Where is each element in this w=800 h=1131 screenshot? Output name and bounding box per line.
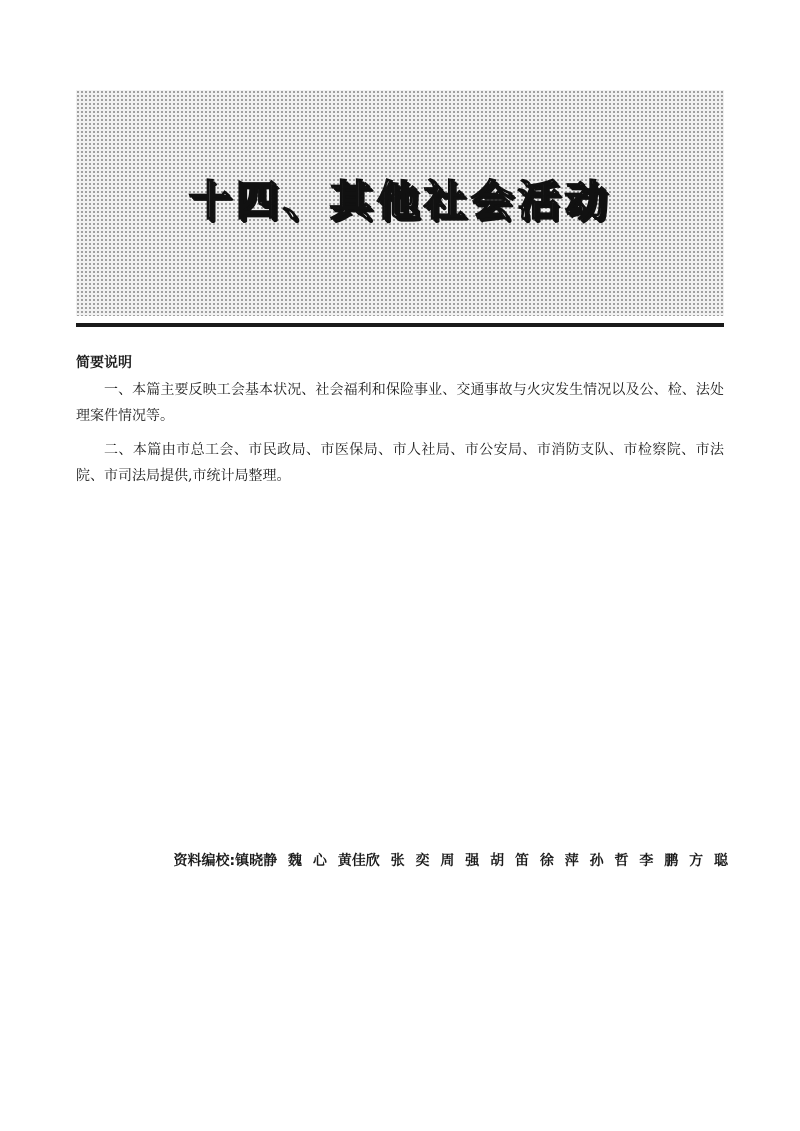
notes-paragraph-2: 二、本篇由市总工会、市民政局、市医保局、市人社局、市公安局、市消防支队、市检察院、市法院、市司法局提供,市统计局整理。 (76, 442, 724, 484)
chapter-banner (76, 90, 724, 316)
heading-rule (76, 323, 724, 327)
chapter-title: 十四、其他社会活动 (188, 176, 612, 225)
notes-heading: 简要说明 (76, 355, 132, 371)
editor-credits: 资料编校:镇晓静 魏 心 黄佳欣 张 奕 周 强 胡 笛 徐 萍 孙 哲 李 鹏 方 聪 (173, 853, 728, 869)
notes-paragraph-1: 一、本篇主要反映工会基本状况、社会福利和保险事业、交通事故与火灾发生情况以及公、检、法处理案件情况等。 (76, 382, 724, 424)
